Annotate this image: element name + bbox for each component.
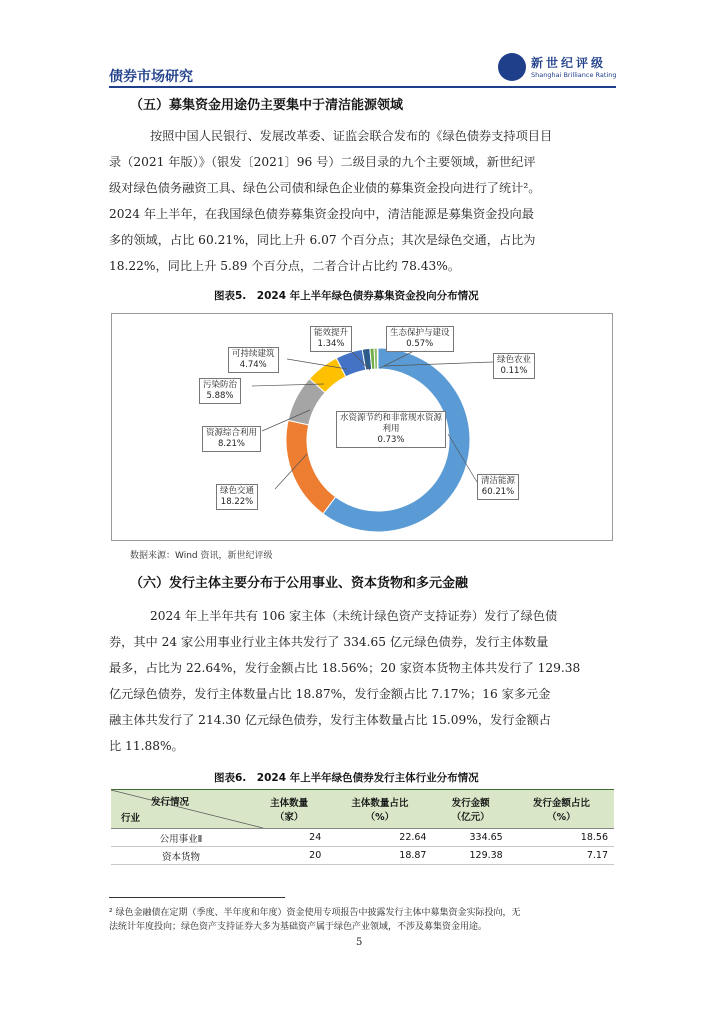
corner-top-label: 发行情况 [150, 797, 189, 808]
chart-label-8: 绿色农业 0.11% [493, 353, 535, 379]
footnote-line-2: 法统计年度投向；绿色资产支持证券大多为基础资产属于绿色产业领域，不涉及募集资金用途。 [109, 922, 488, 932]
section5-title: （五）募集资金用途仍主要集中于清洁能源领域 [130, 98, 404, 113]
chart-label-6: 水资源节约和非常规水资源利用 0.73% [336, 411, 446, 448]
section6-line-5: 融主体共发行了 214.30 亿元绿色债券，发行主体数量占比 15.09%，发行金额占 [109, 713, 551, 727]
section6-line-4: 亿元绿色债券，发行主体数量占比 18.87%，发行金额占比 7.17%；16 家多元金 [109, 687, 551, 701]
cell-amount-pct: 7.17 [509, 847, 614, 865]
section6-title: （六）发行主体主要分布于公用事业、资本货物和多元金融 [130, 576, 469, 591]
donut-chart [111, 313, 613, 541]
section5-line-5: 多的领域，占比 60.21%，同比上升 6.07 个百分点；其次是绿色交通，占比为 [109, 233, 536, 247]
footnote [109, 906, 619, 934]
donut-slice-8 [377, 348, 378, 369]
header-amount-pct: 发行金额占比 （%） [509, 790, 614, 829]
cell-amount-pct: 18.56 [509, 829, 614, 847]
section6-line-1: 2024 年上半年共有 106 家主体（未统计绿色资产支持证券）发行了绿色债 [150, 609, 558, 623]
cell-industry: 公用事业Ⅱ [111, 829, 251, 847]
logo-icon [498, 53, 526, 81]
table-row [111, 847, 614, 865]
section5-line-6: 18.22%，同比上升 5.89 个百分点，二者合计占比约 78.43%。 [109, 259, 461, 273]
cell-count: 24 [251, 829, 327, 847]
logo-english: Shanghai Brilliance Rating [531, 71, 617, 79]
chart-label-0: 清洁能源 60.21% [477, 474, 519, 500]
header-amount: 发行金额 （亿元） [432, 790, 508, 829]
table-corner-header [111, 790, 251, 829]
cell-industry: 资本货物 [111, 847, 251, 865]
chart-label-7: 生态保护与建设 0.57% [386, 326, 454, 352]
header-rule [109, 86, 616, 88]
cell-count: 20 [251, 847, 327, 865]
cell-count-pct: 18.87 [327, 847, 432, 865]
chart-label-3: 污染防治 5.88% [199, 378, 241, 404]
page-number: 5 [356, 937, 363, 948]
chart-label-4: 可持续建筑 4.74% [228, 347, 279, 373]
section6-line-3: 最多，占比为 22.64%，发行金额占比 18.56%；20 家资本货物主体共发行了 129.38 [109, 661, 581, 675]
section6-line-2: 券，其中 24 家公用事业行业主体共发行了 334.65 亿元绿色债券，发行主体数量 [109, 635, 549, 649]
section5-line-1: 按照中国人民银行、发展改革委、证监会联合发布的《绿色债券支持项目目 [150, 129, 553, 143]
footnote-rule [109, 897, 285, 898]
table-row [111, 829, 614, 847]
header-title: 债券市场研究 [109, 69, 193, 85]
logo-name: 新世纪评级 [531, 56, 607, 70]
header-count-pct: 主体数量占比 （%） [327, 790, 432, 829]
corner-bottom-label: 行业 [121, 813, 141, 824]
section5-line-4: 2024 年上半年，在我国绿色债券募集资金投向中，清洁能源是募集资金投向最 [109, 207, 534, 221]
figure5-source: 数据来源：Wind 资讯，新世纪评级 [130, 551, 273, 561]
cell-count-pct: 22.64 [327, 829, 432, 847]
cell-amount: 129.38 [432, 847, 508, 865]
chart-label-2: 资源综合利用 8.21% [202, 426, 261, 452]
section5-line-2: 录（2021 年版）》（银发〔2021〕96 号）二级目录的九个主要领域，新世纪评 [109, 155, 536, 169]
figure5-title: 图表5. 2024 年上半年绿色债券募集资金投向分布情况 [214, 290, 479, 302]
figure6-title: 图表6. 2024 年上半年绿色债券发行主体行业分布情况 [214, 772, 479, 784]
footnote-line-1: ² 绿色金融债在定期（季度、半年度和年度）资金使用专项报告中披露发行主体中募集资金实际投向，无 [109, 908, 521, 918]
cell-amount: 334.65 [432, 829, 508, 847]
section5-line-3: 级对绿色债务融资工具、绿色公司债和绿色企业债的募集资金投向进行了统计²。 [109, 181, 541, 195]
donut-slice-1 [286, 420, 336, 513]
header-count: 主体数量 （家） [251, 790, 327, 829]
chart-label-1: 绿色交通 18.22% [216, 484, 258, 510]
industry-table [111, 790, 614, 865]
section6-line-6: 比 11.88%。 [109, 739, 184, 753]
chart-label-5: 能效提升 1.34% [310, 326, 352, 352]
